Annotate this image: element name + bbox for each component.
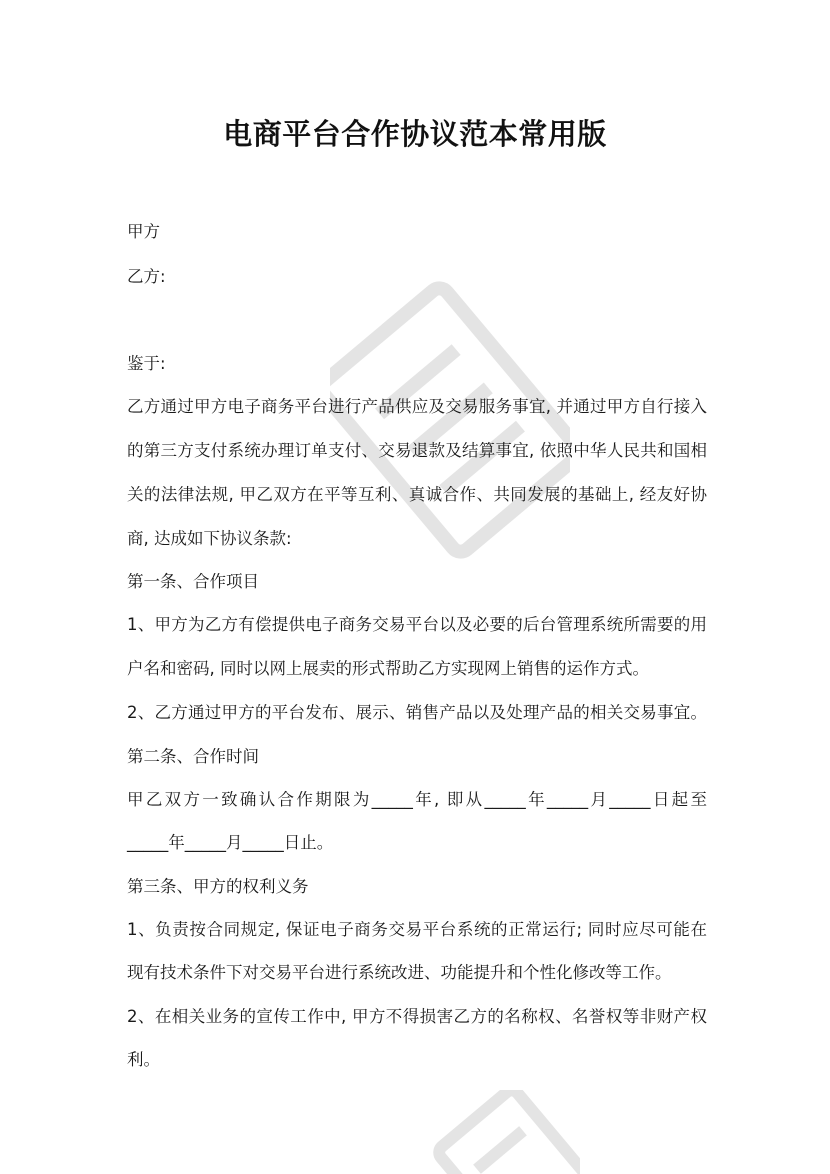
article-2-body-line: _____年_____月_____日止。 xyxy=(127,833,334,852)
article-3-heading: 第三条、甲方的权利义务 xyxy=(127,877,309,896)
preamble-line: 关的法律法规, 甲乙双方在平等互利、真诚合作、共同发展的基础上, 经友好协 xyxy=(127,485,707,504)
article-1-heading: 第一条、合作项目 xyxy=(127,572,259,591)
party-a-label: 甲方 xyxy=(127,222,160,241)
watermark-logo-bottom xyxy=(420,1090,580,1174)
watermark-logo xyxy=(330,270,570,570)
whereas-label: 鉴于: xyxy=(127,354,166,373)
document-title: 电商平台合作协议范本常用版 xyxy=(223,117,607,151)
article-3-item-1-line: 现有技术条件下对交易平台进行系统改进、功能提升和个性化修改等工作。 xyxy=(127,963,672,982)
article-3-item-1-line: 1、负责按合同规定, 保证电子商务交易平台系统的正常运行; 同时应尽可能在 xyxy=(127,920,707,939)
article-2-body-line: 甲乙双方一致确认合作期限为_____年, 即从_____年_____月_____日起至 xyxy=(127,790,707,809)
article-1-item-1-line: 1、甲方为乙方有偿提供电子商务交易平台以及必要的后台管理系统所需要的用 xyxy=(127,615,707,634)
party-b-label: 乙方: xyxy=(127,267,166,286)
article-1-item-1-line: 户名和密码, 同时以网上展卖的形式帮助乙方实现网上销售的运作方式。 xyxy=(127,659,649,678)
preamble-line: 商, 达成如下协议条款: xyxy=(127,529,292,548)
preamble-line: 乙方通过甲方电子商务平台进行产品供应及交易服务事宜, 并通过甲方自行接入 xyxy=(127,397,707,416)
article-1-item-2: 2、乙方通过甲方的平台发布、展示、销售产品以及处理产品的相关交易事宜。 xyxy=(127,703,707,722)
article-2-heading: 第二条、合作时间 xyxy=(127,747,259,766)
article-3-item-2-line: 2、在相关业务的宣传工作中, 甲方不得损害乙方的名称权、名誉权等非财产权 xyxy=(127,1007,707,1026)
preamble-line: 的第三方支付系统办理订单支付、交易退款及结算事宜, 依照中华人民共和国相 xyxy=(127,441,707,460)
article-3-item-2-line: 利。 xyxy=(127,1050,160,1069)
